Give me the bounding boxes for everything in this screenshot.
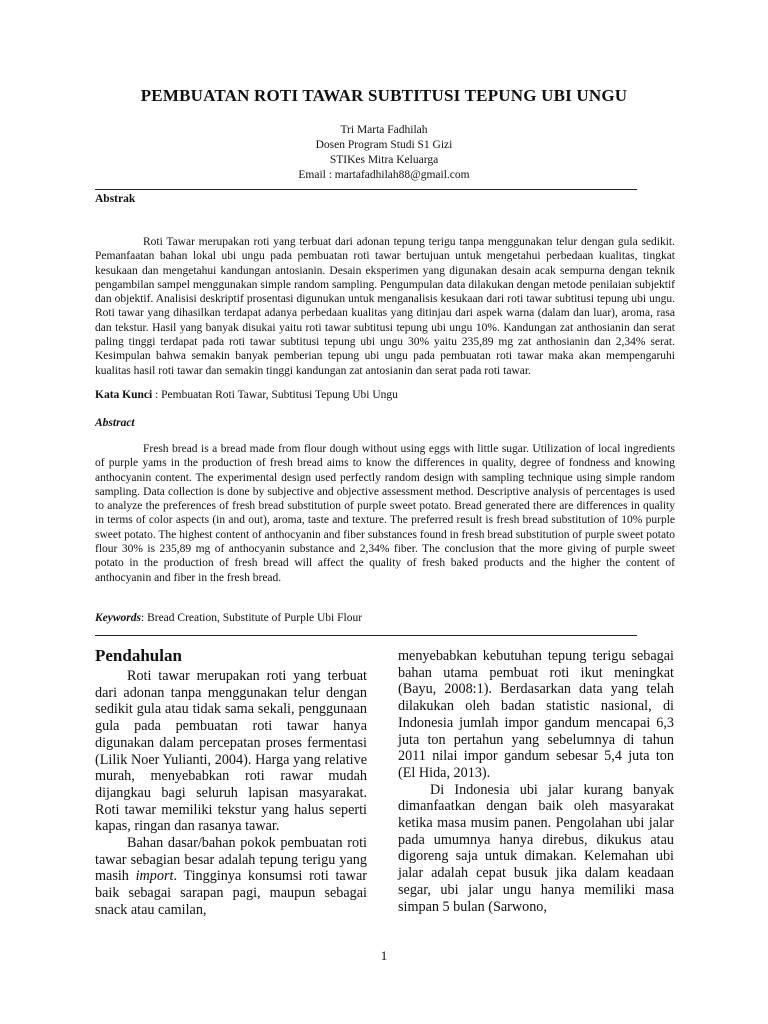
keywords-text: : Bread Creation, Substitute of Purple Ubi Flour [141, 612, 363, 624]
right-column [398, 648, 674, 915]
author-block [0, 123, 768, 183]
author-email: Email : martafadhilah88@gmail.com [298, 169, 470, 181]
abstrak-heading: Abstrak [95, 193, 136, 205]
abstract-heading: Abstract [95, 417, 135, 429]
top-divider [95, 189, 637, 190]
intro-paragraph-2-end: . Tingginya konsumsi roti tawar baik sebagai sarapan pagi, maupun sebagai snack atau camilan, [95, 868, 368, 918]
kata-kunci-line [95, 389, 398, 401]
paper-title: PEMBUATAN ROTI TAWAR SUBTITUSI TEPUNG UBI UNGU [140, 86, 628, 105]
abstract-text: Fresh bread is a bread made from flour dough without using eggs with little sugar. Utilization of local ingredients of purple yams in the production of fresh bread aims to know the differences in quality, degree of fondness and knowing anthocyanin content. The experimental design used perfectly random design with sampling technique using simple random sampling. Data collection is done by subjective and objective assessment method. Descriptive analysis of percentages is used to analyze the preferences of fresh bread substitution of purple sweet potato. Bread generated there are differences in quality in terms of color aspects (in and out), aroma, taste and texture. The preferred result is fresh bread substitution of 10% purple sweet potato. The highest content of anthocyanin and fiber substances found in fresh bread substitution of purple sweet potato flour 30% is 235,89 mg of anthocyanin substance and 2,34% fiber. The conclusion that the more giving of purple sweet potato in the production of fresh bread will affect the quality of fresh baked products and the higher the content of anthocyanin and fiber in the fresh bread. [95, 443, 675, 584]
bottom-divider [95, 635, 637, 636]
keywords-label: Keywords [95, 612, 141, 624]
intro-paragraph-2-italic: import [135, 868, 174, 885]
intro-paragraph-3: menyebabkan kebutuhan tepung terigu sebagai bahan utama pembuat roti ikut meningkat (Bayu, 2008:1). Berdasarkan data yang telah dilakukan oleh badan statistic nasional, di Indonesia jumlah impor gandum mencapai 6,3 juta ton pertahun yang sebelumnya di tahun 2011 nilai impor gandum sebesar 5,4 juta ton (El Hida, 2013). [398, 648, 674, 781]
intro-paragraph-2-start: Bahan dasar/bahan pokok pembuatan roti tawar sebagian besar adalah tepung terigu yang masih [95, 835, 367, 885]
intro-paragraph-4: Di Indonesia ubi jalar kurang banyak dimanfaatkan dengan baik oleh masyarakat ketika masa musim panen. Pengolahan ubi jalar pada umumnya hanya direbus, dikukus atau digoreng saja untuk dimakan. Kelemahan ubi jalar adalah cepat busuk jika dalam keadaan segar, ubi jalar ungu hanya memiliki masa simpan 5 bulan (Sarwono, [398, 781, 674, 915]
abstrak-text: Roti Tawar merupakan roti yang terbuat dari adonan tepung terigu tanpa menggunakan telur dengan gula sedikit. Pemanfaatan bahan lokal ubi ungu pada pembuatan roti tawar bertujuan untuk mengetahui perbedaan kualitas, tingkat kesukaan dan mengetahui kandungan antosianin. Desain eksperimen yang digunakan desain acak sempurna dengan teknik pengambilan sampel menggunakan simple random sampling. Pengumpulan data dilakukan dengan metode penilaian subjektif dan objektif. Analisisi deskriptif prosentasi digunukan untuk menganalisis kesukaan dari roti tawar subtitusi tepung ubi ungu. Roti tawar yang dihasilkan terdapat adanya perbedaan kualitas yang ditinjau dari aspek warna (dalam dan luar), aroma, rasa dan tekstur. Hasil yang banyak disukai yaitu roti tawar subtitusi tepung ubi ungu 10%. Kandungan zat anthosianin dan serat paling tinggi terdapat pada roti tawar subtitusi tepung ubi ungu 30% yaitu 235,89 mg zat anthosianin dan 2,34% serat. Kesimpulan bahwa semakin banyak pemberian tepung ubi ungu pada pembuatan roti tawar maka akan mempengaruhi kualitas hasil roti tawar dan semakin tinggi kandungan zat antosianin dan serat pada roti tawar. [95, 236, 675, 377]
left-column [95, 668, 367, 919]
intro-paragraph-1: Roti tawar merupakan roti yang terbuat dari adonan tanpa menggunakan telur dengan sedikit gula atau tidak sama sekali, penggunaan gula pada pembuatan roti tawar hanya digunakan dalam percepatan proses fermentasi (Lilik Noer Yulianti, 2004). Harga yang relative murah, menyebabkan roti rawar mudah dijangkau bagi seluruh lapisan masyarakat. Roti tawar memiliki tekstur yang halus seperti kapas, ringan dan rasanya tawar. [95, 668, 367, 835]
keywords-line [95, 612, 362, 624]
kata-kunci-text: : Pembuatan Roti Tawar, Subtitusi Tepung Ubi Ungu [152, 389, 398, 401]
author-name: Tri Marta Fadhilah [340, 124, 428, 136]
section-heading-pendahulan: Pendahulan [95, 646, 182, 665]
intro-paragraph-2 [95, 835, 367, 919]
author-institution: STIKes Mitra Keluarga [329, 154, 439, 166]
kata-kunci-label: Kata Kunci [95, 389, 153, 401]
author-position: Dosen Program Studi S1 Gizi [315, 139, 453, 151]
page-number: 1 [380, 948, 388, 963]
